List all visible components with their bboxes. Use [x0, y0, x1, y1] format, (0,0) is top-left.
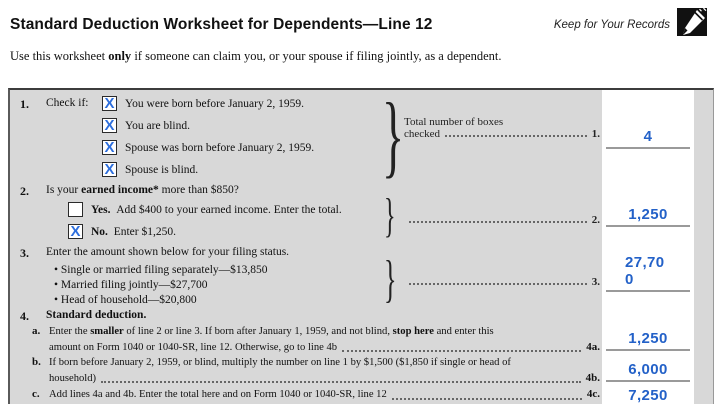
check-mark: X — [104, 161, 115, 178]
line4-label: Standard deduction. — [46, 309, 147, 321]
check-mark: X — [104, 139, 115, 156]
total-boxes-line1: Total number of boxes — [404, 116, 504, 128]
checkbox-you-blind[interactable] — [102, 118, 117, 133]
filing-status-hoh: • Head of household—$20,800 — [54, 294, 197, 306]
dotted-leader — [101, 381, 581, 383]
line2-row-no — [68, 224, 176, 239]
line3-leader — [404, 276, 600, 288]
line1-brace: } — [382, 88, 405, 186]
checkbox-no[interactable] — [68, 224, 83, 239]
worksheet-box — [8, 88, 714, 404]
line1-label: Check if: — [46, 97, 89, 109]
line4b-letter: b. — [32, 356, 41, 368]
line4b-entry-label: 4b. — [585, 371, 600, 384]
checkbox-spouse-born-before-1959[interactable] — [102, 140, 117, 155]
filing-status-single: • Single or married filing separately—$13,850 — [54, 264, 268, 276]
dotted-leader — [392, 398, 582, 400]
dotted-leader — [342, 350, 581, 352]
line4a-row — [32, 324, 600, 355]
line4c-text-line1: Add lines 4a and 4b. Enter the total here and on Form 1040 or 1040-SR, line 12 4c. — [49, 387, 600, 403]
checkbox-label: Spouse is blind. — [125, 163, 199, 176]
checkbox-label: You were born before January 2, 1959. — [125, 97, 304, 110]
line4c-entry-label: 4c. — [586, 388, 600, 400]
line1-value-field[interactable]: 4 — [606, 128, 690, 149]
line4c-letter: c. — [32, 388, 40, 400]
checkbox-spouse-blind[interactable] — [102, 162, 117, 177]
line4a-letter: a. — [32, 325, 41, 337]
no-option-label: No. Enter $1,250. — [91, 225, 176, 238]
line4-number: 4. — [20, 309, 29, 323]
yes-option-label: Yes. Add $400 to your earned income. Enter the total. — [91, 203, 342, 216]
line4a-value-field[interactable]: 1,250 — [606, 330, 690, 351]
check-mark: X — [104, 117, 115, 134]
line4b-text-line1: If born before January 2, 1959, or blind, multiply the number on line 1 by $1,500 ($1,850 if single or head of — [49, 357, 511, 368]
line4b-text-line2: household) 4b. — [49, 371, 600, 387]
line1-row-spouse-born — [102, 140, 314, 155]
line1-entry-label: 1. — [591, 128, 600, 140]
filing-status-mfj: • Married filing jointly—$27,700 — [54, 279, 208, 291]
line2-brace: } — [384, 189, 396, 242]
line4a-text-line2: amount on Form 1040 or 1040-SR, line 12. Otherwise, go to line 4b 4a. — [49, 340, 600, 356]
line4b-value-field[interactable]: 6,000 — [606, 361, 690, 382]
line2-value-field[interactable]: 1,250 — [606, 206, 690, 227]
checkbox-yes[interactable] — [68, 202, 83, 217]
line4c-row — [32, 387, 600, 403]
line2-row-yes — [68, 202, 342, 217]
line2-question: Is your earned income* more than $850? — [46, 184, 239, 196]
line3-entry-label: 3. — [591, 276, 600, 288]
line4c-value-field[interactable]: 7,250 — [628, 387, 668, 404]
line1-row-born — [102, 96, 304, 111]
line3-label: Enter the amount shown below for your filing status. — [46, 246, 290, 258]
dotted-leader — [409, 221, 587, 223]
line1-total-label — [404, 116, 600, 140]
line4b-row — [32, 355, 600, 386]
total-boxes-line2: checked — [404, 128, 441, 140]
check-mark: X — [104, 95, 115, 112]
line1-row-blind — [102, 118, 190, 133]
pencil-icon — [676, 7, 708, 37]
line2-entry-label: 2. — [591, 214, 600, 226]
line2-number: 2. — [20, 184, 29, 198]
keep-for-records-label: Keep for Your Records — [553, 19, 670, 31]
checkbox-label: Spouse was born before January 2, 1959. — [125, 141, 315, 154]
line3-value-field[interactable]: 27,700 — [606, 254, 690, 292]
line1-number: 1. — [20, 97, 29, 111]
checkbox-label: You are blind. — [125, 119, 190, 132]
line4a-entry-label: 4a. — [586, 340, 600, 353]
line3-brace: } — [384, 251, 397, 308]
intro-text: Use this worksheet only if someone can claim you, or your spouse if filing jointly, as a dependent. — [10, 49, 502, 63]
line2-leader — [404, 214, 600, 226]
page-title: Standard Deduction Worksheet for Dependents—Line 12 — [10, 16, 433, 33]
line4a-text-line1: Enter the smaller of line 2 or line 3. If born after January 1, 1959, and not blind, stop here and enter this — [49, 326, 494, 337]
checkbox-you-born-before-1959[interactable] — [102, 96, 117, 111]
check-mark: X — [70, 223, 81, 240]
dotted-leader — [409, 283, 587, 285]
dotted-leader — [445, 135, 587, 137]
line1-row-spouse-blind — [102, 162, 198, 177]
line3-number: 3. — [20, 246, 29, 260]
